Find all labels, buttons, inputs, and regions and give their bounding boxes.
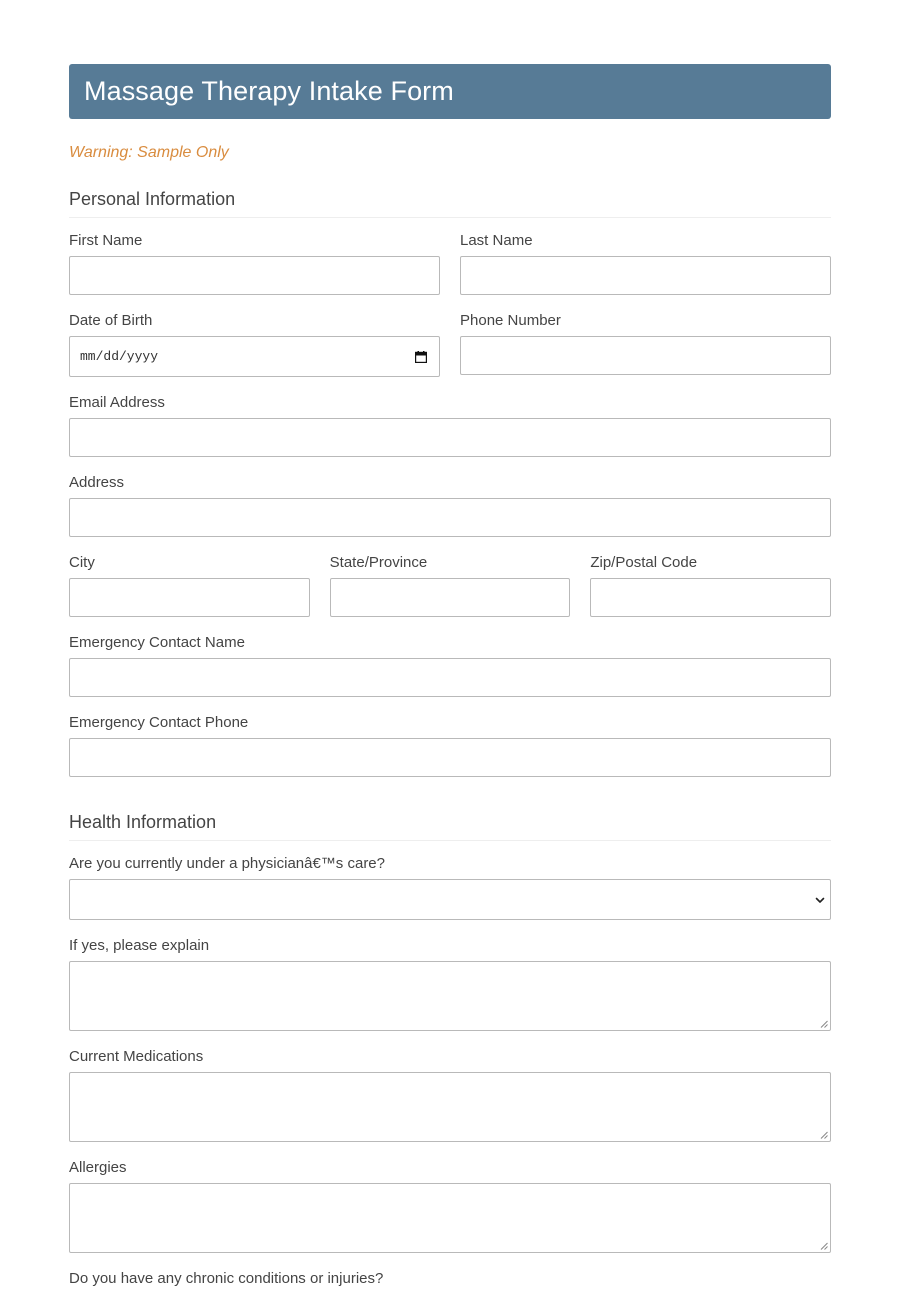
city-group	[69, 554, 310, 617]
first-name-group	[69, 232, 440, 295]
last-name-input[interactable]	[460, 256, 831, 295]
physician-care-select[interactable]	[69, 879, 831, 920]
physician-care-group	[69, 855, 831, 920]
personal-info-heading: Personal Information	[69, 188, 831, 218]
explain-textarea[interactable]	[69, 961, 831, 1031]
chronic-label: Do you have any chronic conditions or injuries?	[69, 1270, 384, 1287]
last-name-label: Last Name	[460, 232, 533, 249]
phone-label: Phone Number	[460, 312, 561, 329]
emergency-name-label: Emergency Contact Name	[69, 634, 245, 651]
dob-group	[69, 312, 440, 377]
city-state-zip-row	[69, 554, 831, 617]
emergency-name-group	[69, 634, 831, 697]
address-group	[69, 474, 831, 537]
zip-label: Zip/Postal Code	[590, 554, 698, 571]
zip-input[interactable]	[590, 578, 831, 617]
emergency-phone-label: Emergency Contact Phone	[69, 714, 249, 731]
name-row	[69, 232, 831, 295]
dob-input[interactable]	[69, 336, 440, 377]
address-input[interactable]	[69, 498, 831, 537]
dob-label: Date of Birth	[69, 312, 153, 329]
form-title: Massage Therapy Intake Form	[84, 76, 454, 106]
dob-placeholder: mm/dd/yyyy	[80, 349, 159, 364]
allergies-label: Allergies	[69, 1159, 127, 1176]
phone-group	[460, 312, 831, 377]
emergency-name-input[interactable]	[69, 658, 831, 697]
intake-form	[69, 64, 831, 1288]
last-name-group	[460, 232, 831, 295]
city-label: City	[69, 554, 95, 571]
state-label: State/Province	[329, 554, 428, 571]
medications-group	[69, 1048, 831, 1142]
chronic-group	[69, 1270, 831, 1288]
zip-group	[590, 554, 831, 617]
emergency-phone-input[interactable]	[69, 738, 831, 777]
form-header	[69, 64, 831, 119]
resize-handle-icon[interactable]	[820, 1020, 828, 1028]
email-label: Email Address	[69, 394, 165, 411]
medications-label: Current Medications	[69, 1048, 204, 1065]
calendar-icon[interactable]	[415, 351, 427, 363]
resize-handle-icon[interactable]	[820, 1242, 828, 1250]
physician-care-label: Are you currently under a physicianâ€™s care?	[69, 855, 385, 872]
address-label: Address	[69, 474, 125, 491]
sample-warning: Warning: Sample Only	[69, 144, 229, 161]
medications-textarea[interactable]	[69, 1072, 831, 1142]
emergency-phone-group	[69, 714, 831, 777]
state-input[interactable]	[330, 578, 571, 617]
allergies-group	[69, 1159, 831, 1253]
phone-input[interactable]	[460, 336, 831, 375]
email-group	[69, 394, 831, 457]
dob-phone-row	[69, 312, 831, 377]
state-group	[330, 554, 571, 617]
first-name-label: First Name	[69, 232, 143, 249]
email-input[interactable]	[69, 418, 831, 457]
chevron-down-icon	[814, 894, 826, 906]
city-input[interactable]	[69, 578, 310, 617]
explain-group	[69, 937, 831, 1031]
first-name-input[interactable]	[69, 256, 440, 295]
health-info-heading: Health Information	[69, 811, 831, 841]
allergies-textarea[interactable]	[69, 1183, 831, 1253]
resize-handle-icon[interactable]	[820, 1131, 828, 1139]
explain-label: If yes, please explain	[69, 937, 210, 954]
